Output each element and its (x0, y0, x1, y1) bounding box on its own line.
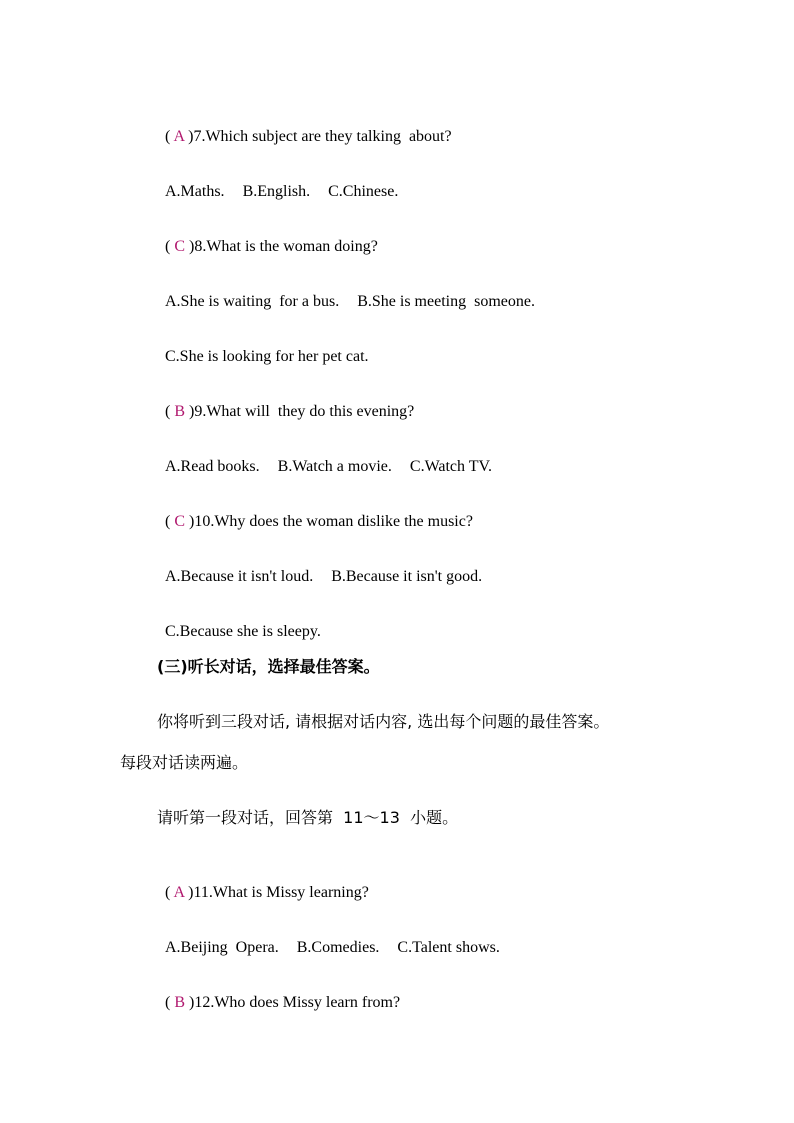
question-text: 10.Why does the woman dislike the music? (194, 513, 473, 530)
answer-letter: C (174, 238, 185, 255)
open-paren: ( (165, 994, 175, 1011)
open-paren: ( (165, 884, 174, 901)
close-paren: ) (185, 513, 195, 530)
option-b: B.Because it isn't good. (331, 568, 483, 585)
open-paren: ( (165, 238, 175, 255)
question-text: 11.What is Missy learning? (193, 884, 369, 901)
question-8 (157, 217, 378, 257)
question-11 (157, 863, 369, 903)
option-c: C.Because she is sleepy. (165, 623, 321, 640)
question-11-options (157, 918, 518, 958)
dialogue-1-intro: 请听第一段对话，回答第 11～13 小题。 (157, 808, 459, 827)
option-a: A.Beijing Opera. (165, 939, 279, 956)
answer-letter: A (173, 128, 185, 145)
option-b: B.Comedies. (296, 939, 380, 956)
answer-letter: B (174, 403, 185, 420)
option-a: A.She is waiting for a bus. (165, 293, 340, 310)
option-b: B.She is meeting someone. (357, 293, 535, 310)
option-a: A.Read books. (165, 458, 260, 475)
close-paren: ) (185, 238, 195, 255)
answer-letter: B (174, 994, 185, 1011)
question-text: 8.What is the woman doing? (194, 238, 378, 255)
question-7-options (157, 162, 416, 202)
section-instruction-line-2: 每段对话读两遍。 (120, 753, 249, 772)
section-instruction-line-1: 你将听到三段对话, 请根据对话内容, 选出每个问题的最佳答案。 (157, 712, 610, 731)
question-9 (157, 382, 414, 422)
close-paren: ) (184, 884, 194, 901)
close-paren: ) (184, 128, 194, 145)
option-a: A.Because it isn't loud. (165, 568, 314, 585)
question-7 (157, 107, 452, 147)
open-paren: ( (165, 513, 175, 530)
question-10-options (157, 547, 500, 587)
section-heading: (三)听长对话，选择最佳答案。 (157, 657, 380, 676)
question-10-options-2 (157, 602, 339, 642)
open-paren: ( (165, 128, 174, 145)
close-paren: ) (185, 403, 195, 420)
option-b: B.English. (242, 183, 311, 200)
question-9-options (157, 437, 510, 477)
question-10 (157, 492, 473, 532)
open-paren: ( (165, 403, 175, 420)
answer-letter: C (174, 513, 185, 530)
option-c: C.Watch TV. (409, 458, 493, 475)
question-8-options (157, 272, 553, 312)
question-12 (157, 973, 400, 1013)
question-text: 7.Which subject are they talking about? (193, 128, 452, 145)
option-a: A.Maths. (165, 183, 225, 200)
close-paren: ) (185, 994, 195, 1011)
question-text: 9.What will they do this evening? (194, 403, 415, 420)
option-c: C.She is looking for her pet cat. (165, 348, 369, 365)
answer-letter: A (173, 884, 185, 901)
question-8-options-2 (157, 327, 387, 367)
option-c: C.Talent shows. (397, 939, 500, 956)
question-text: 12.Who does Missy learn from? (194, 994, 401, 1011)
option-c: C.Chinese. (328, 183, 399, 200)
option-b: B.Watch a movie. (277, 458, 392, 475)
